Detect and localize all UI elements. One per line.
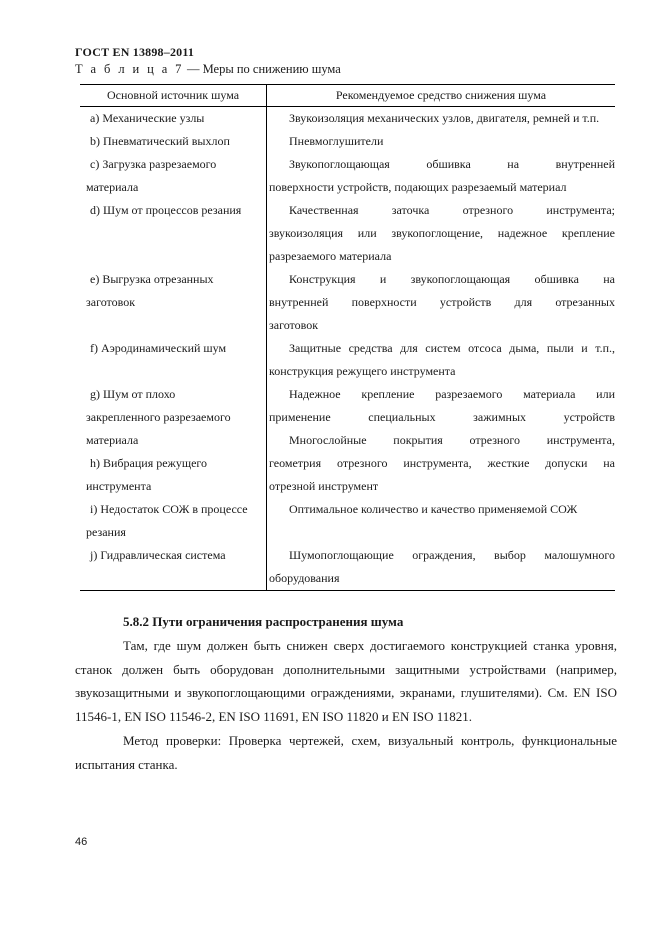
section-title: 5.8.2 Пути ограничения распространения шума xyxy=(123,614,404,629)
measure-text: конструкция режущего инструмента xyxy=(269,364,456,378)
col-header-measure: Рекомендуемое средство снижения шума xyxy=(267,85,616,107)
noise-source-text: f) Аэродинамический шум xyxy=(90,341,227,355)
noise-source-text: b) Пневматический выхлоп xyxy=(90,134,230,148)
measure-text: Пневмоглушители xyxy=(289,134,384,148)
measure-cell xyxy=(267,268,616,337)
measure-text: оборудования xyxy=(269,571,340,585)
measure-text: поверхности устройств, подающих разрезаемый материал xyxy=(269,180,567,194)
measure-text: Звукоизоляция механических узлов, двигателя, ремней и т.п. xyxy=(289,111,600,125)
noise-source-cell xyxy=(80,452,267,498)
measure-text: Оптимальное количество и качество применяемой СОЖ xyxy=(289,502,578,516)
table-row xyxy=(80,544,615,591)
caption-text: — Меры по снижению шума xyxy=(183,62,341,76)
table-row xyxy=(80,498,615,544)
para1-line: станок должен быть оборудован дополнительными защитными устройствами (например, xyxy=(75,661,617,677)
measure-cell xyxy=(267,383,616,452)
caption-prefix: Т а б л и ц а 7 xyxy=(75,62,184,76)
noise-source-cell xyxy=(80,268,267,337)
measure-cell xyxy=(267,452,616,498)
measure-cell xyxy=(267,199,616,268)
paragraph-verification xyxy=(75,729,617,776)
measure-cell xyxy=(267,130,616,153)
table-body xyxy=(80,107,615,591)
document-code: ГОСТ EN 13898–2011 xyxy=(75,45,195,59)
measure-text: внутренней поверхности устройств для отрезанных xyxy=(269,295,615,309)
table-header-row xyxy=(80,85,615,107)
table-row xyxy=(80,107,615,131)
measure-text: Конструкция и звукопоглощающая обшивка на xyxy=(289,272,615,286)
measure-text: геометрия отрезного инструмента, жесткие допуски на xyxy=(269,456,615,470)
measure-text: разрезаемого материала xyxy=(269,249,392,263)
table-caption xyxy=(75,62,341,77)
noise-source-text: закрепленного разрезаемого xyxy=(86,410,231,424)
noise-source-text: j) Гидравлическая система xyxy=(90,548,226,562)
measure-cell xyxy=(267,107,616,131)
noise-source-text: материала xyxy=(86,180,139,194)
paragraph-noise-limits xyxy=(75,634,617,728)
measure-text: Защитные средства для систем отсоса дыма, пыли и т.п., xyxy=(289,341,615,355)
noise-source-text: e) Выгрузка отрезанных xyxy=(90,272,214,286)
noise-source-cell xyxy=(80,153,267,199)
noise-source-text: d) Шум от процессов резания xyxy=(90,203,242,217)
measure-cell xyxy=(267,337,616,383)
noise-source-cell xyxy=(80,107,267,131)
noise-source-text: резания xyxy=(86,525,126,539)
para1-line: 11546-1, EN ISO 11546-2, EN ISO 11691, EN ISO 11820 и EN ISO 11821. xyxy=(75,708,473,724)
measure-text: Шумопоглощающие ограждения, выбор малошумного xyxy=(289,548,615,562)
table-row xyxy=(80,130,615,153)
noise-measures-table xyxy=(80,84,615,591)
measure-text: применение специальных зажимных устройств xyxy=(269,410,615,424)
noise-source-text: инструмента xyxy=(86,479,152,493)
table-row xyxy=(80,153,615,199)
measure-cell xyxy=(267,498,616,544)
measure-text: звукоизоляция или звукопоглощение, надежное крепление xyxy=(269,226,615,240)
noise-source-cell xyxy=(80,337,267,383)
noise-source-cell xyxy=(80,130,267,153)
noise-source-text: a) Механические узлы xyxy=(90,111,205,125)
table-row xyxy=(80,337,615,383)
table-row xyxy=(80,452,615,498)
measure-cell xyxy=(267,544,616,591)
noise-source-text: h) Вибрация режущего xyxy=(90,456,208,470)
page-number: 46 xyxy=(75,836,88,848)
para2-line: испытания станка. xyxy=(75,756,178,772)
measure-text: Многослойные покрытия отрезного инструмента, xyxy=(289,433,615,447)
para1-line: Там, где шум должен быть снижен сверх достигаемого конструкцией станка уровня, xyxy=(123,638,617,653)
noise-source-cell xyxy=(80,383,267,452)
noise-source-text: i) Недостаток СОЖ в процессе xyxy=(90,502,248,516)
para1-line: звукозащитными и звукопоглощающими ограждениями, экранами, глушителями). См. EN ISO xyxy=(75,685,617,700)
noise-source-text: материала xyxy=(86,433,139,447)
noise-source-cell xyxy=(80,498,267,544)
measure-text: Надежное крепление разрезаемого материала или xyxy=(289,387,615,401)
noise-source-cell xyxy=(80,544,267,591)
para2-line: Метод проверки: Проверка чертежей, схем, визуальный контроль, функциональные xyxy=(123,733,617,748)
measure-text: Звукопоглощающая обшивка на внутренней xyxy=(289,157,615,171)
noise-source-text: заготовок xyxy=(86,295,136,309)
col-header-source: Основной источник шума xyxy=(80,85,267,107)
noise-source-text: g) Шум от плохо xyxy=(90,387,176,401)
table-row xyxy=(80,383,615,452)
measure-cell xyxy=(267,153,616,199)
noise-source-text: c) Загрузка разрезаемого xyxy=(90,157,217,171)
table-row xyxy=(80,199,615,268)
table-row xyxy=(80,268,615,337)
measure-text: Качественная заточка отрезного инструмента; xyxy=(289,203,615,217)
noise-source-cell xyxy=(80,199,267,268)
measure-text: заготовок xyxy=(269,318,319,332)
measure-text: отрезной инструмент xyxy=(269,479,379,493)
